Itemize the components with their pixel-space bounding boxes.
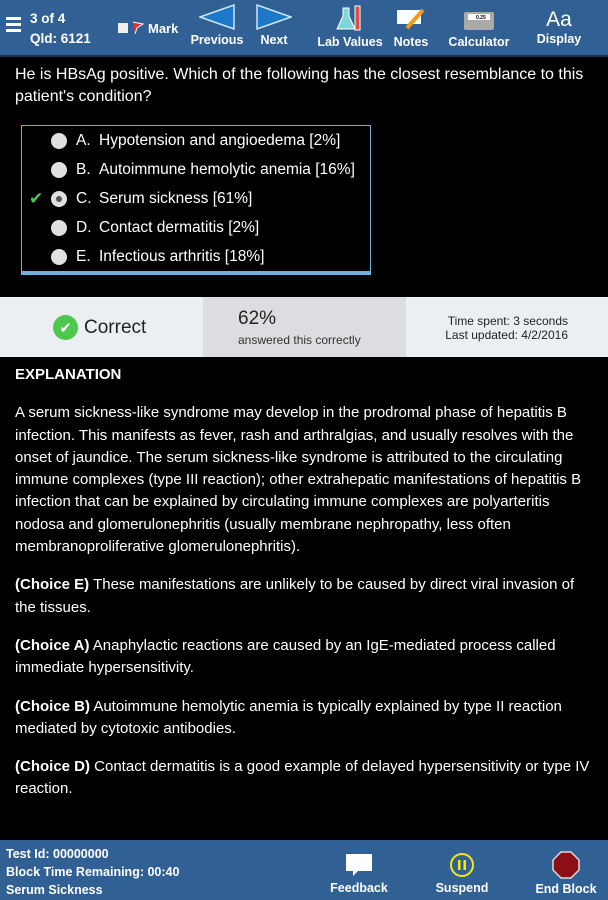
answer-choices [21, 125, 371, 275]
choice-letter: E. [76, 247, 91, 265]
question-info [30, 9, 91, 49]
display-label: Display [536, 32, 582, 46]
display-aa-icon: Aa [546, 8, 572, 31]
time-info [445, 314, 568, 342]
question-position: 3 of 4 [30, 11, 66, 26]
correct-check-icon: ✔ [29, 188, 44, 208]
question-id: Qld: 6121 [30, 31, 91, 46]
feedback-label: Feedback [330, 881, 388, 895]
flag-icon [131, 20, 145, 36]
result-status-label: Correct [84, 316, 147, 338]
notes-button[interactable] [390, 4, 432, 49]
next-arrow-icon [256, 4, 292, 30]
calculator-display-text: 0.25 [476, 15, 486, 21]
percent-correct-label: answered this correctly [238, 333, 361, 347]
explanation-choice-a [15, 635, 597, 680]
lab-values-button[interactable] [316, 4, 384, 49]
previous-arrow-icon [199, 4, 235, 30]
radio-button[interactable] [51, 220, 67, 236]
mark-label: Mark [148, 20, 179, 36]
choice-explanation: Contact dermatitis is a good example of delayed hypersensitivity or type IV reaction. [15, 758, 590, 798]
choice-letter: B. [76, 160, 91, 178]
top-toolbar [0, 0, 608, 57]
next-label: Next [260, 33, 288, 47]
choice-label: (Choice E) [15, 576, 90, 594]
radio-button[interactable] [51, 162, 67, 178]
correct-check-circle-icon: ✔ [53, 315, 78, 340]
previous-label: Previous [190, 33, 244, 47]
result-status [53, 315, 146, 340]
feedback-button[interactable] [328, 852, 390, 895]
choice-text: Infectious arthritis [18%] [99, 247, 265, 265]
radio-button-selected[interactable] [51, 191, 67, 207]
block-time-remaining: Block Time Remaining: 00:40 [6, 865, 180, 879]
mark-checkbox[interactable] [118, 23, 128, 33]
flask-icon [335, 4, 365, 32]
end-block-label: End Block [535, 882, 597, 896]
percent-correct: 62% [238, 308, 277, 329]
speech-bubble-icon [344, 852, 374, 878]
choice-letter: A. [76, 131, 91, 149]
calculator-button[interactable] [446, 4, 512, 49]
mark-button[interactable] [118, 20, 178, 36]
explanation-heading: EXPLANATION [15, 366, 122, 383]
choice-b[interactable] [22, 155, 355, 184]
result-bar [0, 297, 608, 357]
radio-button[interactable] [51, 133, 67, 149]
explanation [15, 364, 597, 817]
choice-letter: D. [76, 218, 92, 236]
last-updated: Last updated: 4/2/2016 [445, 328, 568, 342]
choice-text: Contact dermatitis [2%] [99, 218, 260, 236]
lab-values-label: Lab Values [317, 35, 383, 49]
explanation-choice-d [15, 756, 597, 801]
explanation-paragraph: A serum sickness-like syndrome may develop in the prodromal phase of hepatitis B infection. This manifests as fever, rash and arthralgias, and usually resolves with the onset of jaundice. The serum sickness-like syndrome is attributed to the circulating immune complexes (type III reaction); other extrahepatic manifestations of hepatitis B infection that can be explained by circulating immune complexes are polyarteritis nodosa and glomerulonephritis (usually membrane nephropathy, less often membranoproliferative glomerulonephritis). [15, 404, 582, 556]
display-button[interactable] [534, 8, 584, 46]
choice-text: Serum sickness [61%] [99, 189, 253, 207]
calculator-label: Calculator [448, 35, 510, 49]
test-id: Test Id: 00000000 [6, 847, 109, 861]
choice-label: (Choice B) [15, 697, 90, 715]
end-block-button[interactable] [530, 851, 602, 896]
choice-label: (Choice A) [15, 636, 90, 654]
choice-text: Hypotension and angioedema [2%] [99, 131, 341, 149]
choice-explanation: These manifestations are unlikely to be caused by direct viral invasion of the tissues. [15, 576, 575, 616]
percent-correct-panel [203, 297, 406, 357]
suspend-label: Suspend [435, 881, 489, 895]
choice-letter: C. [76, 189, 92, 207]
explanation-choice-e [15, 574, 597, 619]
suspend-button[interactable] [432, 852, 492, 895]
notes-label: Notes [393, 35, 429, 49]
choice-a[interactable] [22, 126, 340, 155]
test-info [6, 845, 179, 899]
pause-circle-icon [449, 852, 475, 878]
notes-icon [393, 4, 429, 32]
topic: Serum Sickness [6, 883, 103, 897]
time-spent: Time spent: 3 seconds [447, 314, 568, 328]
next-button[interactable] [252, 4, 296, 47]
choice-d[interactable] [22, 213, 259, 242]
choice-text: Autoimmune hemolytic anemia [16%] [99, 160, 355, 178]
bottom-bar [0, 840, 608, 900]
calculator-icon [462, 4, 496, 32]
explanation-choice-b [15, 696, 597, 741]
choice-explanation: Anaphylactic reactions are caused by an IgE-mediated process called immediate hypersensitivity. [15, 636, 556, 677]
radio-button[interactable] [51, 249, 67, 265]
choice-label: (Choice D) [15, 758, 90, 776]
menu-icon[interactable] [6, 17, 21, 35]
choice-e[interactable] [22, 242, 264, 271]
stop-sign-icon [552, 851, 580, 879]
choice-c[interactable] [22, 184, 252, 213]
previous-button[interactable] [190, 4, 244, 47]
question-stem: He is HBsAg positive. Which of the following has the closest resemblance to this patient's condition? [15, 66, 584, 105]
choice-explanation: Autoimmune hemolytic anemia is typically explained by type II reaction mediated by cytotoxic antibodies. [15, 697, 562, 737]
